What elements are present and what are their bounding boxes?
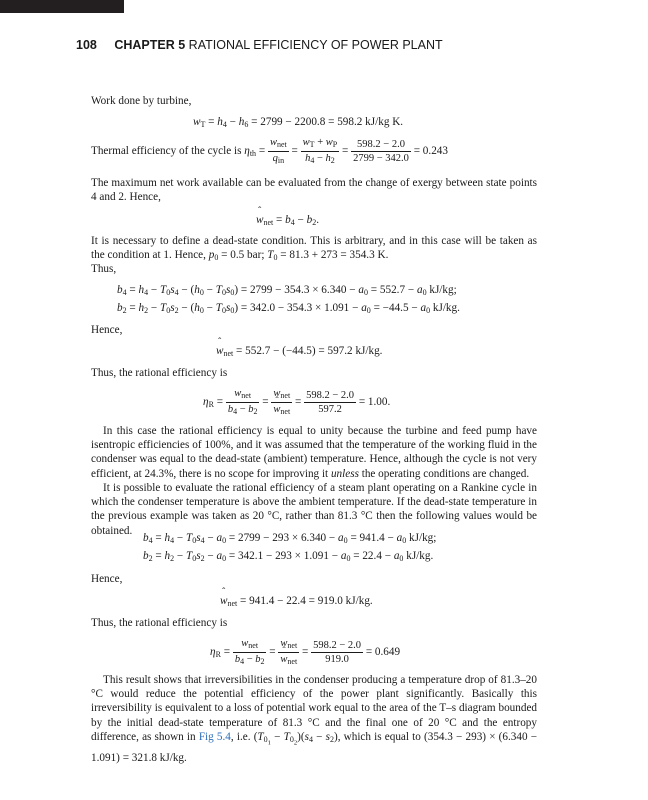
page-number: 108 — [76, 38, 97, 52]
equation-b4: $b_4 = h_4 - T_0s_4 - (h_0 - T_0s_0) = 2799 - 354.3 \times 6.340 - a_0 = 552.7 - a_0$ kJ/kg; — [117, 284, 457, 297]
paragraph-max-net-work: The maximum net work available can be evaluated from the change of exergy between state points 4 and 2. Hence, — [91, 177, 537, 204]
equation-turbine-work: $w_T = h_4 - h_6 = 2799 - 2200.8 = 598.2$ kJ/kg K. — [193, 116, 404, 129]
equation-wnet-value: ˆ $w_{net} = 552.7 - (-44.5) = 597.2$ kJ/kg. — [216, 344, 382, 361]
text-rational-efficiency-2: Thus, the rational efficiency is — [91, 617, 228, 629]
equation-b2: $b_2 = h_2 - T_0s_2 - (h_0 - T_0s_0) = 342.0 - 354.3 \times 1.091 - a_0 = -44.5 - a_0$ kJ/kg. — [117, 302, 460, 315]
text-hence-1: Hence, — [91, 324, 123, 336]
fig-5-4-link[interactable]: Fig 5.4 — [198, 730, 231, 743]
equation-thermal-efficiency: Thermal efficiency of the cycle is $\eta_{th}$ = $\frac{w_{net}}{q_{in}}$ = $\frac{w_T + w_P}{h_4 - h_2}$ = $\frac{598.2 - 2.0}{2799 - 342.0}$ = 0.243 — [91, 137, 448, 165]
equation-b4-20c: $b_4 = h_4 - T_0s_4 - a_0 = 2799 - 293 \times 6.340 - a_0 = 941.4 - a_0$ kJ/kg; — [143, 532, 437, 545]
top-bar — [0, 0, 124, 13]
paragraph-irreversibility: This result shows that irreversibilities in the condenser producing a temperature drop of 81.3–20 °C would reduce the potential efficiency of the power plant significantly. Basically this irreversibility is equivalent to a loss of potential work equal to the area of the T–s diagram bounded by the initial dead-state temperature of 81.3 °C and the final one of 20 °C and the entropy difference, as shown in Fig 5.4, i.e. $(T_{0_1} - T_{0_2})(s_4 - s_2)$, which is equal to (354.3 − 293) × (6.340 − 1.091) = 321.8 kJ/kg. — [91, 674, 538, 764]
text-work-turbine: Work done by turbine, — [91, 95, 192, 107]
equation-b2-20c: $b_2 = h_2 - T_0s_2 - a_0 = 342.1 - 293 \times 1.091 - a_0 = 22.4 - a_0$ kJ/kg. — [143, 550, 434, 563]
equation-wnet-20c: ˆ $w_{net} = 941.4 - 22.4 = 919.0$ kJ/kg. — [220, 594, 373, 611]
paragraph-dead-state: It is necessary to define a dead-state condition. This is arbitrary, and in this case will be taken as the condition at 1. Hence, $p_0 = 0.5$ bar; $T_0 = 81.3 + 273 = 354.3$ K. — [91, 235, 537, 263]
paragraph-condenser-temperature: It is possible to evaluate the rational efficiency of a steam plant operating on a Rankine cycle in which the condenser temperature is above the ambient temperature. If the dead-state temperature in the previous example was taken as 20 °C, rather than 81.3 °C then the following values would be obtained. — [91, 482, 537, 537]
equation-rational-efficiency-2: $\eta_R$ = $\frac{w_{net}}{b_4 - b_2}$ = $w_{net}$ ˆ $w_{net}$ = $\frac{598.2 - 2.0}{919.0}$ = 0.649 — [210, 638, 400, 667]
chapter-title: RATIONAL EFFICIENCY OF POWER PLANT — [188, 38, 443, 52]
running-header — [76, 38, 443, 52]
text-hence-2: Hence, — [91, 573, 123, 585]
equation-wnet-exergy: ˆ $w_{net} = b_4 - b_2$. — [256, 213, 319, 230]
chapter-label: CHAPTER 5 — [114, 38, 186, 52]
text-rational-efficiency-1: Thus, the rational efficiency is — [91, 367, 228, 379]
text-thus: Thus, — [91, 263, 117, 275]
paragraph-unity-efficiency: In this case the rational efficiency is equal to unity because the turbine and feed pump have isentropic efficiencies of 100%, and it was assumed that the temperature of the working fluid in the condenser was equal to the dead-state (ambient) temperature. Hence, although the cycle is not very efficient, at 24.3%, there is no scope for improving it unless the operating conditions are changed. — [91, 425, 537, 480]
equation-rational-efficiency-1: $\eta_R$ = $\frac{w_{net}}{b_4 - b_2}$ = $w_{net}$ ˆ $w_{net}$ = $\frac{598.2 - 2.0}{597.2}$ = 1.00. — [203, 388, 390, 417]
